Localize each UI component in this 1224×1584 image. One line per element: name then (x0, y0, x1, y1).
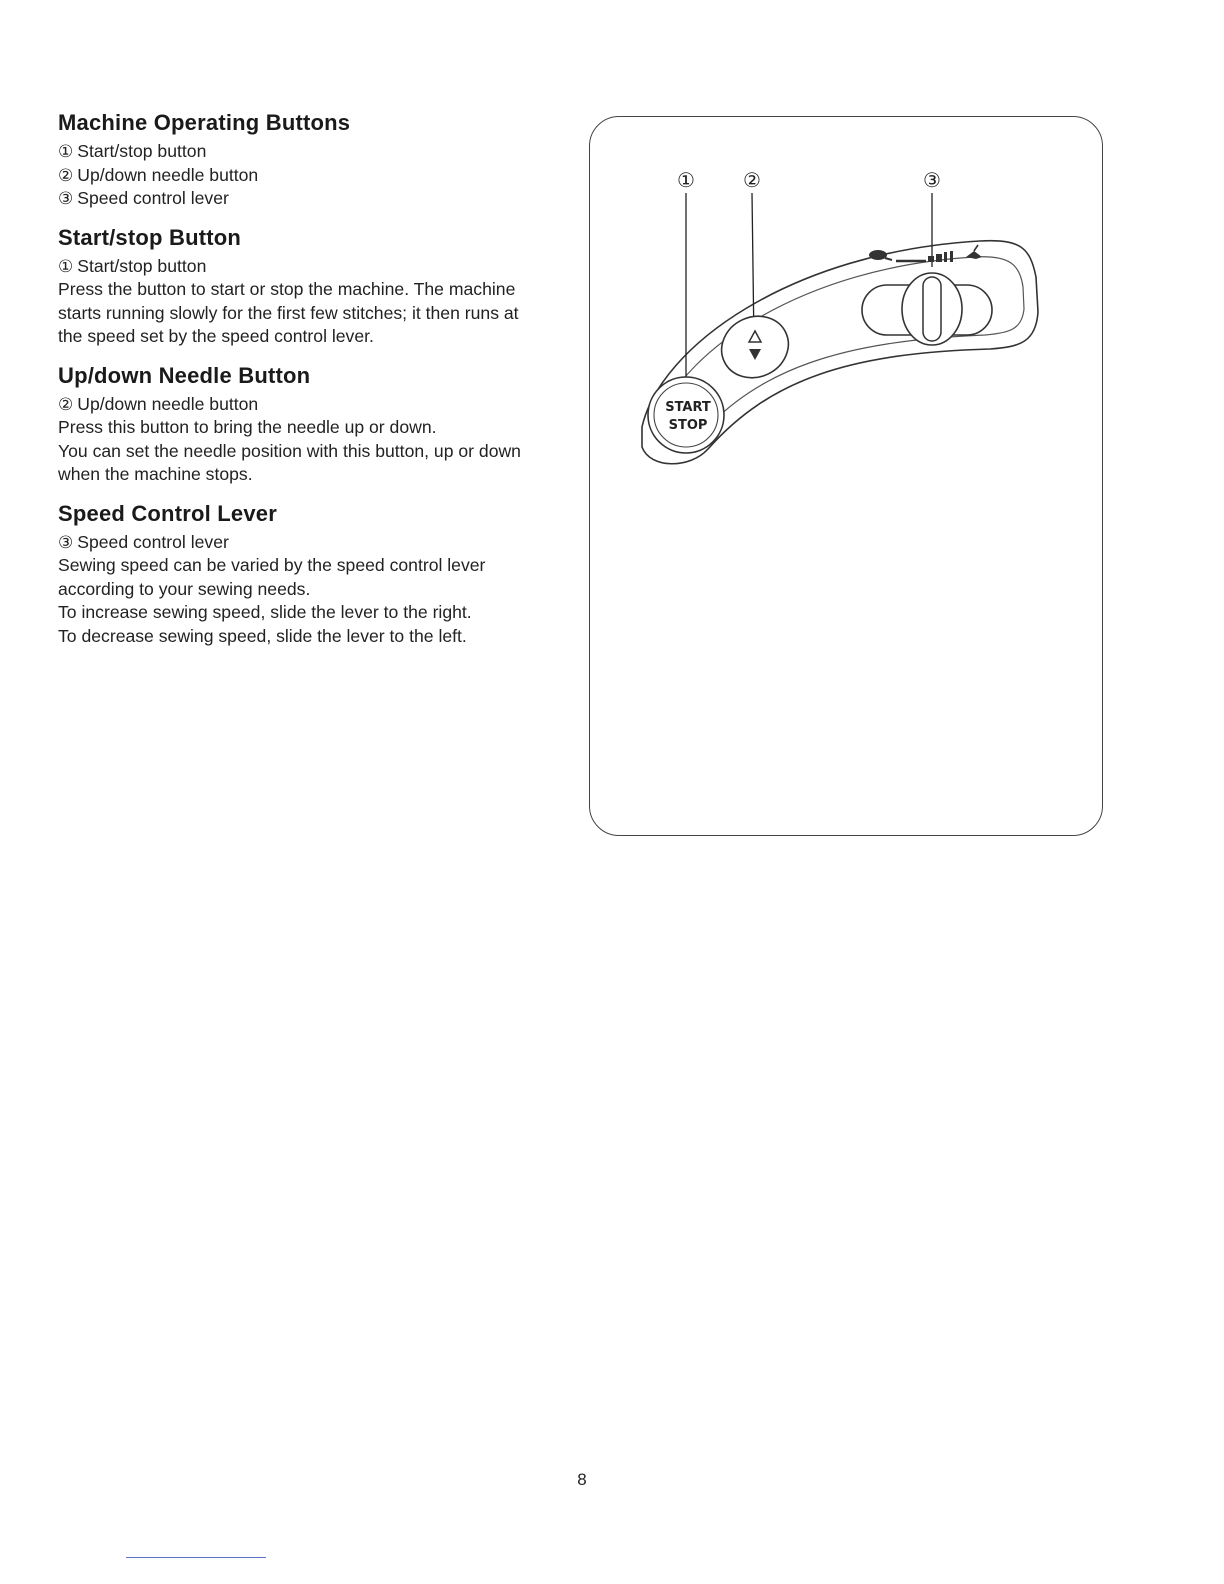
section-up-down-needle-button (58, 361, 578, 487)
section-heading: Start/stop Button (58, 224, 242, 250)
section-heading: Machine Operating Buttons (58, 110, 351, 135)
control-panel-illustration (590, 117, 1104, 837)
start-stop-button[interactable] (648, 377, 724, 453)
list-item: ① Start/stop button (58, 141, 207, 161)
start-label: START (665, 400, 711, 415)
callout-1: ① (677, 168, 695, 192)
footer-rule (126, 1557, 266, 1558)
body-text-line: Press the button to start or stop the machine. The machine (58, 279, 516, 299)
list-item: ① Start/stop button (58, 255, 207, 276)
instructions-column (58, 108, 578, 660)
section-speed-control-lever (58, 499, 578, 649)
section-machine-operating-buttons (58, 108, 578, 211)
body-text-line: To decrease sewing speed, slide the lever to the left. (58, 625, 467, 646)
body-text-line: To increase sewing speed, slide the lever to the right. (58, 602, 472, 622)
stop-label: STOP (668, 418, 708, 433)
body-text-line: according to your sewing needs. (58, 578, 311, 599)
page-number: 8 (577, 1470, 587, 1489)
body-text-line: starts running slowly for the first few stitches; it then runs at (58, 302, 519, 323)
body-text-line: Sewing speed can be varied by the speed control lever (58, 555, 486, 575)
section-heading: Speed Control Lever (58, 500, 277, 526)
list-item: ② Up/down needle button (58, 164, 259, 185)
list-item: ③ Speed control lever (58, 531, 229, 552)
section-heading: Up/down Needle Button (58, 362, 311, 388)
callout-3: ③ (923, 168, 941, 192)
body-text-line: You can set the needle position with this button, up or down (58, 440, 521, 461)
body-text-line: the speed set by the speed control lever. (58, 326, 374, 346)
body-text-line: when the machine stops. (58, 464, 253, 484)
body-text-line: Press this button to bring the needle up or down. (58, 417, 437, 437)
control-panel-figure (589, 116, 1103, 836)
callout-2: ② (743, 168, 761, 192)
section-start-stop-button (58, 223, 578, 349)
speed-lever-grip (923, 277, 941, 341)
list-item: ② Up/down needle button (58, 393, 259, 414)
list-item: ③ Speed control lever (58, 188, 229, 208)
